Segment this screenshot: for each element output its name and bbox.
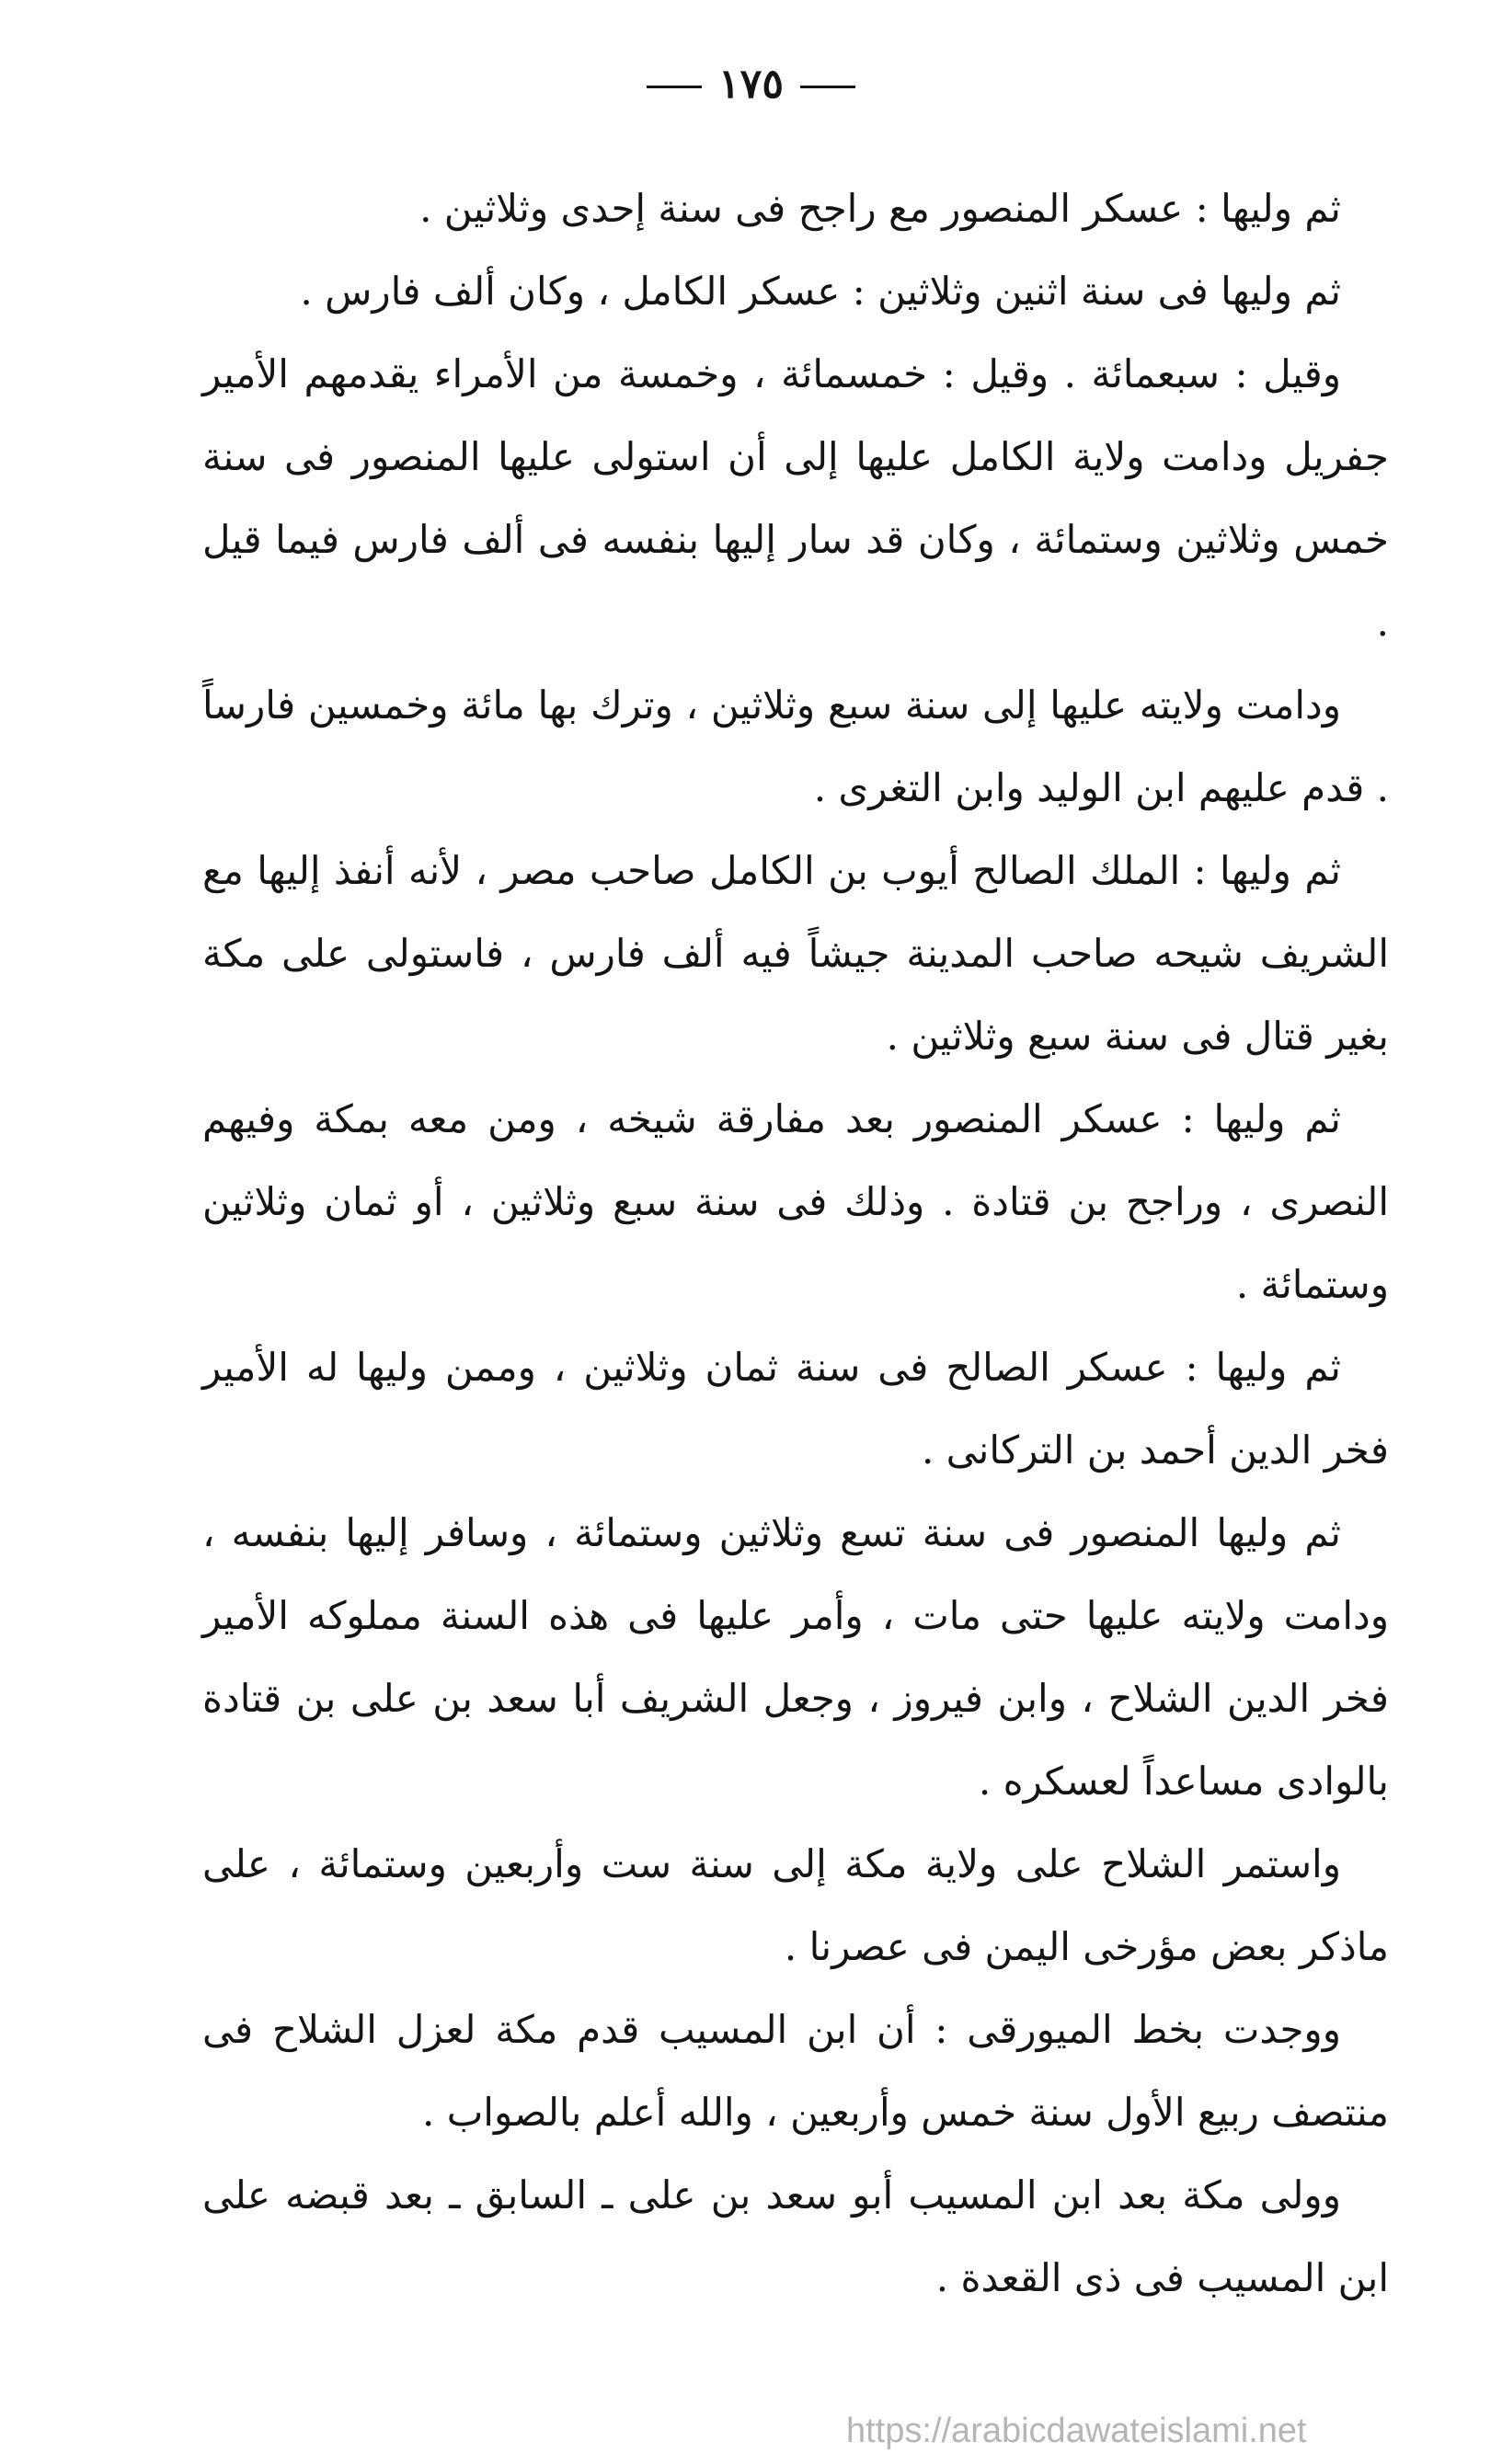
paragraph: واستمر الشلاح على ولاية مكة إلى سنة ست وأربعين وستمائة ، على ماذكر بعض مؤرخى اليمن فى عصرنا . — [202, 1841, 1389, 1969]
paragraph: ثم وليها : الملك الصالح أيوب بن الكامل صاحب مصر ، لأنه أنفذ إليها مع الشريف شيحه صاحب المدينة جيشاً فيه ألف فارس ، فاستولى على مكة بغير قتال فى سنة سبع وثلاثين . — [202, 848, 1389, 1059]
watermark-url: https://arabicdawateislami.net — [846, 2412, 1307, 2450]
paragraph: ثم وليها فى سنة اثنين وثلاثين : عسكر الكامل ، وكان ألف فارس . — [300, 269, 1341, 314]
page-number — [0, 57, 1502, 112]
page-number-dash-left — [647, 86, 702, 88]
paragraph: وقيل : سبعمائة . وقيل : خمسمائة ، وخمسة من الأمراء يقدمهم الأمير جفريل ودامت ولاية الكامل عليها إلى أن استولى عليها المنصور فى سنة خمس وثلاثين وستمائة ، وكان قد سار إليها بنفسه فى ألف فارس فيما قيل . — [202, 351, 1389, 645]
paragraph: ووجدت بخط الميورقى : أن ابن المسيب قدم مكة لعزل الشلاح فى منتصف ربيع الأول سنة خمس وأربعين ، والله أعلم بالصواب . — [202, 2007, 1389, 2135]
page-number-value: ١٧٥ — [718, 61, 784, 108]
body-text — [202, 167, 1389, 2320]
paragraph: وولى مكة بعد ابن المسيب أبو سعد بن على ـ السابق ـ بعد قبضه على ابن المسيب فى ذى القعدة . — [202, 2172, 1389, 2300]
paragraph: ودامت ولايته عليها إلى سنة سبع وثلاثين ، وترك بها مائة وخمسين فارساً . قدم عليهم ابن الوليد وابن التغرى . — [202, 682, 1389, 810]
paragraph: ثم وليها : عسكر الصالح فى سنة ثمان وثلاثين ، وممن وليها له الأمير فخر الدين أحمد بن التركانى . — [202, 1345, 1389, 1473]
page-number-dash-right — [800, 86, 855, 88]
paragraph: ثم وليها : عسكر المنصور مع راجح فى سنة إحدى وثلاثين . — [419, 186, 1341, 231]
paragraph: ثم وليها المنصور فى سنة تسع وثلاثين وستمائة ، وسافر إليها بنفسه ، ودامت ولايته عليها حتى مات ، وأمر عليها فى هذه السنة مملوكه الأمير فخر الدين الشلاح ، وابن فيروز ، وجعل الشريف أبا سعد بن على بن قتادة بالوادى مساعداً لعسكره . — [202, 1510, 1389, 1804]
paragraph: ثم وليها : عسكر المنصور بعد مفارقة شيخه ، ومن معه بمكة وفيهم النصرى ، وراجح بن قتادة . وذلك فى سنة سبع وثلاثين ، أو ثمان وثلاثين وستمائة . — [202, 1096, 1389, 1307]
